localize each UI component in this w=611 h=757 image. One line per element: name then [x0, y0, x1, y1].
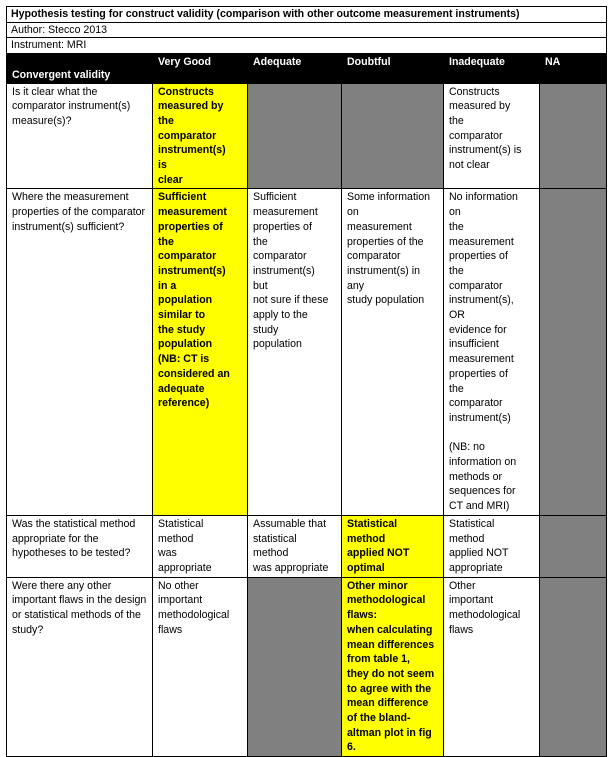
cell-line: on: [347, 206, 359, 219]
cell-line: the: [158, 235, 174, 248]
cell-line: not clear: [449, 159, 490, 172]
column-header-very-good: Very Good: [153, 53, 248, 83]
cell-line: methodological: [158, 609, 230, 622]
cell-line: adequate: [158, 382, 205, 395]
cell-line: population: [253, 338, 302, 351]
column-header-inadequate: Inadequate: [444, 53, 540, 83]
rating-cell-inadequate: [444, 577, 540, 756]
cell-line: study population: [347, 294, 425, 307]
rating-cell-doubtful: [342, 577, 444, 756]
cell-line: clear: [158, 173, 183, 186]
cell-line: evidence for: [449, 323, 507, 336]
table-row: [7, 577, 607, 756]
cell-line: population: [158, 338, 213, 351]
rating-cell-doubtful: [342, 189, 444, 515]
cell-line: (NB: CT is: [158, 353, 210, 366]
cell-line: flaws: [158, 623, 183, 636]
cell-line: on: [449, 206, 461, 219]
cell-line: comparator: [158, 129, 217, 142]
rating-cell-na: [540, 515, 607, 577]
question-text: Was the statistical method appropriate for the hypotheses to be tested?: [12, 517, 136, 560]
cell-line: appropriate: [449, 561, 503, 574]
rating-cell-na: [540, 577, 607, 756]
cell-line: measured by: [158, 100, 224, 113]
rating-cell-doubtful-empty: [342, 83, 444, 189]
cell-line: No information: [449, 191, 518, 204]
question-cell: [7, 577, 153, 756]
cell-line: Statistical: [158, 517, 204, 530]
cell-line: similar to: [158, 309, 206, 322]
cell-line: mean differences: [347, 638, 435, 651]
cell-line: CT and MRI): [449, 500, 510, 513]
cell-line: the: [449, 264, 464, 277]
rating-cell-doubtful: [342, 515, 444, 577]
cell-line: altman plot in fig: [347, 726, 432, 739]
cell-line: instrument(s) is: [449, 144, 522, 157]
cell-line: from table 1,: [347, 653, 410, 666]
cell-line: Statistical: [347, 517, 398, 530]
cell-line: of the bland-: [347, 712, 411, 725]
cell-line: apply to the: [253, 309, 308, 322]
cell-line: instrument(s),: [449, 294, 514, 307]
cell-line: Some information: [347, 191, 431, 204]
cell-line: methods or: [449, 470, 502, 483]
rating-cell-inadequate: [444, 515, 540, 577]
cell-line: properties of the: [347, 235, 424, 248]
cell-line: Other: [449, 579, 476, 592]
cell-line: in a: [158, 279, 177, 292]
cell-line: information on: [449, 456, 517, 469]
rating-cell-na: [540, 189, 607, 515]
table-row: [7, 83, 607, 189]
cell-line: Statistical: [449, 517, 495, 530]
cell-line: the study: [158, 323, 206, 336]
cell-line: measurement: [449, 353, 514, 366]
cell-line: was: [158, 547, 177, 560]
cell-line: method: [253, 547, 289, 560]
cell-line: instrument(s): [158, 144, 226, 157]
cell-line: instrument(s): [253, 264, 315, 277]
cell-line: flaws: [449, 623, 474, 636]
cell-line: measurement: [253, 206, 318, 219]
cell-line: comparator: [158, 250, 217, 263]
cell-line: comparator: [253, 250, 307, 263]
cell-line: sequences for: [449, 485, 516, 498]
cell-line: applied NOT: [449, 547, 509, 560]
rating-cell-very-good: [153, 515, 248, 577]
cell-line: instrument(s): [449, 411, 511, 424]
cell-line: the: [449, 114, 464, 127]
cell-line: statistical: [253, 532, 297, 545]
cell-line: the: [158, 114, 174, 127]
cell-line: flaws:: [347, 609, 378, 622]
cell-line: comparator: [347, 250, 401, 263]
cell-line: comparator: [449, 279, 503, 292]
cell-line: Constructs: [449, 85, 500, 98]
rating-cell-very-good: [153, 189, 248, 515]
cell-line: measurement: [449, 235, 514, 248]
cell-line: important: [449, 594, 494, 607]
rating-cell-adequate-empty: [248, 83, 342, 189]
cell-line: to agree with the: [347, 682, 432, 695]
instrument-label: Instrument: MRI: [7, 38, 607, 54]
table-row: [7, 189, 607, 515]
cell-line: Assumable that: [253, 517, 327, 530]
rating-cell-na: [540, 83, 607, 189]
cell-line: population: [158, 294, 213, 307]
rating-cell-adequate: [248, 515, 342, 577]
cell-line: important: [158, 594, 203, 607]
cell-line: optimal: [347, 561, 385, 574]
question-cell: [7, 189, 153, 515]
rating-cell-very-good: [153, 577, 248, 756]
question-text: Were there any other important flaws in the design or statistical methods of the study?: [12, 579, 147, 636]
table-title: Hypothesis testing for construct validity (comparison with other outcome measurement instruments): [7, 7, 607, 23]
cell-line: they do not seem: [347, 667, 435, 680]
cell-line: mean difference: [347, 697, 429, 710]
cell-line: OR: [449, 309, 465, 322]
cell-line: the: [253, 235, 268, 248]
cell-line: instrument(s) in: [347, 264, 420, 277]
rating-cell-very-good: [153, 83, 248, 189]
cell-line: measured by: [449, 100, 511, 113]
cell-line: is: [158, 159, 167, 172]
cell-line: when calculating: [347, 623, 433, 636]
cell-line: No other: [158, 579, 199, 592]
cell-line: measurement: [158, 206, 227, 219]
cell-line: Sufficient: [253, 191, 297, 204]
cell-line: considered an: [158, 367, 230, 380]
question-cell: [7, 515, 153, 577]
cell-line: method: [347, 532, 386, 545]
author-label: Author: Stecco 2013: [7, 22, 607, 38]
cell-line: (NB: no: [449, 441, 485, 454]
cell-line: 6.: [347, 741, 356, 754]
cell-line: method: [158, 532, 194, 545]
rating-cell-inadequate: [444, 83, 540, 189]
cell-line: Other minor: [347, 579, 408, 592]
table-row: [7, 515, 607, 577]
cell-line: properties of: [158, 220, 223, 233]
cell-line: comparator: [449, 129, 503, 142]
cell-line: Sufficient: [158, 191, 207, 204]
cell-line: study: [253, 323, 279, 336]
question-cell: [7, 83, 153, 189]
column-header-adequate: Adequate: [248, 53, 342, 83]
cell-line: the: [449, 220, 464, 233]
section-header-convergent-validity: Convergent validity: [7, 53, 153, 83]
cell-line: reference): [158, 397, 210, 410]
cell-line: method: [449, 532, 485, 545]
cell-line: insufficient: [449, 338, 499, 351]
cell-line-blank: [449, 426, 535, 441]
cell-line: appropriate: [158, 561, 212, 574]
cell-line: instrument(s): [158, 264, 226, 277]
cell-line: properties of: [449, 250, 508, 263]
cell-line: but: [253, 279, 268, 292]
cell-line: methodological: [449, 609, 521, 622]
rating-cell-adequate: [248, 189, 342, 515]
cell-line: comparator: [449, 397, 503, 410]
question-text: Is it clear what the comparator instrument(s) measure(s)?: [12, 85, 131, 127]
cell-line: properties of: [253, 220, 312, 233]
cell-line: methodological: [347, 594, 426, 607]
cell-line: applied NOT: [347, 547, 410, 560]
cell-line: measurement: [347, 220, 412, 233]
rating-cell-adequate-empty: [248, 577, 342, 756]
cell-line: Constructs: [158, 85, 214, 98]
column-header-na: NA: [540, 53, 607, 83]
question-text: Where the measurement properties of the comparator instrument(s) sufficient?: [12, 191, 146, 233]
rating-cell-inadequate: [444, 189, 540, 515]
cell-line: not sure if these: [253, 294, 329, 307]
cell-line: any: [347, 279, 365, 292]
cell-line: the: [449, 382, 464, 395]
cell-line: properties of: [449, 367, 508, 380]
column-header-doubtful: Doubtful: [342, 53, 444, 83]
rating-table: [6, 6, 607, 757]
cell-line: was appropriate: [253, 561, 329, 574]
